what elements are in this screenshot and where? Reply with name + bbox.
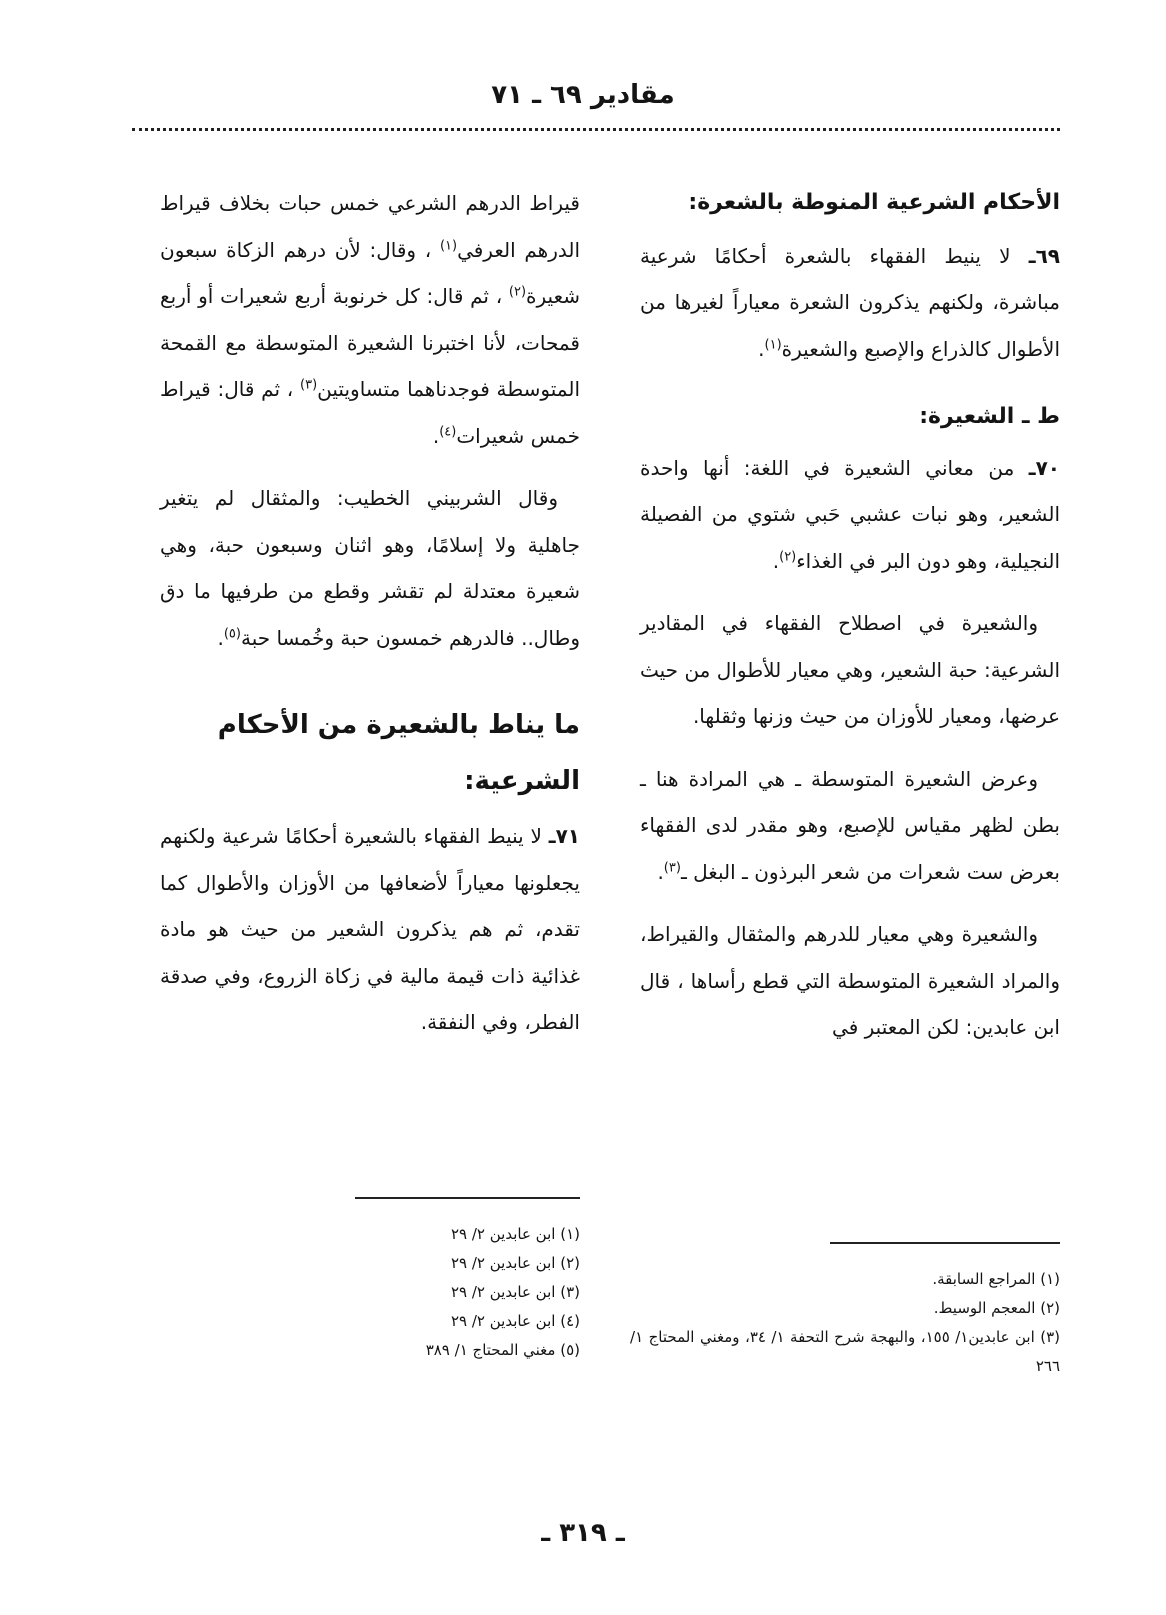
paragraph: وعرض الشعيرة المتوسطة ـ هي المرادة هنا ـ بطن لظهر مقياس للإصبع، وهو مقدر لدى الفقهاء بعرض ست شعرات من شعر البرذون ـ البغل ـ$^{(٣)}$. [640, 766, 1060, 884]
paragraph-text: ، وقال: لأن درهم الزكاة سبعون شعيرة [160, 237, 580, 308]
header-divider [132, 128, 1060, 131]
footnote-divider [830, 1242, 1060, 1244]
footnote: (٢) ابن عابدين ٢/ ٢٩ [450, 1254, 580, 1272]
paragraph-text: لا ينيط الفقهاء بالشعيرة أحكامًا شرعية ولكنهم يجعلونها معياراً لأضعافها من الأوزان والأطوال كما تقدم، ثم هم يذكرون الشعير من حيث هو مادة غذائية ذات قيمة مالية في زكاة الزروع، وفي صدقة الفطر، وفي النفقة. [160, 824, 580, 1034]
paragraph-69: ٦٩ـ لا ينيط الفقهاء بالشعرة أحكامًا شرعية مباشرة، ولكنهم يذكرون الشعرة معياراً لغيرها من الأطوال كالذراع والإصبع والشعيرة$^{(١)}$. [640, 243, 1060, 361]
paragraph: وقال الشربيني الخطيب: والمثقال لم يتغير جاهلية ولا إسلامًا، وهو اثنان وسبعون حبة، وهي شعيرة معتدلة لم تقشر وقطع من طرفيها ما دق وطال.. فالدرهم خمسون حبة وخُمسا حبة$^{(٥)}$. [160, 486, 580, 650]
footnote: (٢) المعجم الوسيط. [933, 1299, 1060, 1317]
footnote-marker: (١) [439, 237, 458, 253]
footnote-marker: (١) [764, 336, 782, 352]
section-heading: الأحكام الشرعية المنوطة بالشعرة: [688, 190, 1060, 215]
footnote: (٣) ابن عابدين١/ ١٥٥، والبهجة شرح التحفة ١/ ٣٤، ومغني المحتاج ١/ ٢٦٦ [630, 1328, 1061, 1375]
paragraph-number: ٧١ـ [548, 824, 581, 848]
paragraph: والشعيرة وهي معيار للدرهم والمثقال والقيراط، والمراد الشعيرة المتوسطة التي قطع رأساها ، قال ابن عابدين: لكن المعتبر في [640, 922, 1060, 1039]
footnote: (٣) ابن عابدين ٢/ ٢٩ [450, 1283, 580, 1301]
footnote: (٥) مغني المحتاج ١/ ٣٨٩ [425, 1341, 580, 1359]
paragraph-text: لا ينيط الفقهاء بالشعرة أحكامًا شرعية مباشرة، ولكنهم يذكرون الشعرة معياراً لغيرها من الأطوال كالذراع والإصبع والشعيرة [640, 243, 1060, 361]
paragraph-number: ٧٠ـ [1028, 455, 1060, 480]
footnote-marker: (٣) [663, 859, 681, 875]
footnote: (١) ابن عابدين ٢/ ٢٩ [450, 1225, 580, 1243]
paragraph-text: ، ثم قال: كل خرنوبة أربع شعيرات أو أربع قمحات، لأنا اختبرنا الشعيرة المتوسطة مع القمحة المتوسطة فوجدناهما متساويتين [160, 284, 580, 401]
page-number: ـ ٣١٩ ـ [541, 1518, 625, 1548]
paragraph-number: ٦٩ـ [1028, 243, 1060, 268]
left-column [160, 180, 580, 1062]
running-header: مقادير ٦٩ ـ ٧١ [491, 80, 675, 110]
footnote-marker: (٢) [508, 284, 527, 300]
paragraph: والشعيرة في اصطلاح الفقهاء في المقادير الشرعية: حبة الشعير، وهي معيار للأطوال من حيث عرضها، ومعيار للأوزان من حيث وزنها وثقلها. [640, 611, 1060, 728]
footnote: (٤) ابن عابدين ٢/ ٢٩ [450, 1312, 580, 1330]
footnote: (١) المراجع السابقة. [932, 1270, 1060, 1288]
section-heading: ما يناط بالشعيرة من الأحكام الشرعية: [217, 710, 580, 796]
footnotes-right [630, 1265, 1060, 1381]
paragraph-continued: قيراط الدرهم الشرعي خمس حبات بخلاف قيراط الدرهم العرفي$^{(١)}$ ، وقال: لأن درهم الزكاة سبعون شعيرة$^{(٢)}$ ، ثم قال: كل خرنوبة أربع شعيرات أو أربع قمحات، لأنا اختبرنا الشعيرة المتوسطة مع القمحة المتوسطة فوجدناهما متساويتين$^{(٣)}$ ، ثم قال: قيراط خمس شعيرات$^{(٤)}$. [160, 191, 580, 448]
paragraph-71 [160, 813, 580, 1046]
paragraph-text: قيراط الدرهم الشرعي خمس حبات بخلاف قيراط الدرهم العرفي [160, 191, 580, 262]
footnote-marker: (٢) [779, 548, 797, 564]
footnote-marker: (٣) [300, 377, 318, 393]
paragraph-text: وعرض الشعيرة المتوسطة ـ هي المرادة هنا ـ بطن لظهر مقياس للإصبع، وهو مقدر لدى الفقهاء بعرض ست شعرات من شعر البرذون ـ البغل ـ [640, 766, 1060, 884]
right-column [640, 180, 1060, 1067]
footnote-divider [355, 1197, 580, 1199]
footnote-marker: (٤) [439, 423, 457, 439]
paragraph-text: من معاني الشعيرة في اللغة: أنها واحدة الشعير، وهو نبات عشبي حَبي شتوي من الفصيلة النجيلية، وهو دون البر في الغذاء [640, 455, 1060, 573]
footnote-marker: (٥) [223, 625, 241, 641]
paragraph-text: ، ثم قال: قيراط خمس شعيرات [160, 377, 580, 448]
footnotes-left [360, 1220, 580, 1365]
paragraph-70: ٧٠ـ من معاني الشعيرة في اللغة: أنها واحدة الشعير، وهو نبات عشبي حَبي شتوي من الفصيلة النجيلية، وهو دون البر في الغذاء$^{(٢)}$. [640, 455, 1060, 573]
paragraph-text: وقال الشربيني الخطيب: والمثقال لم يتغير جاهلية ولا إسلامًا، وهو اثنان وسبعون حبة، وهي شعيرة معتدلة لم تقشر وقطع من طرفيها ما دق وطال.. فالدرهم خمسون حبة وخُمسا حبة [160, 486, 580, 650]
sub-heading: ط ـ الشعيرة: [919, 404, 1060, 429]
